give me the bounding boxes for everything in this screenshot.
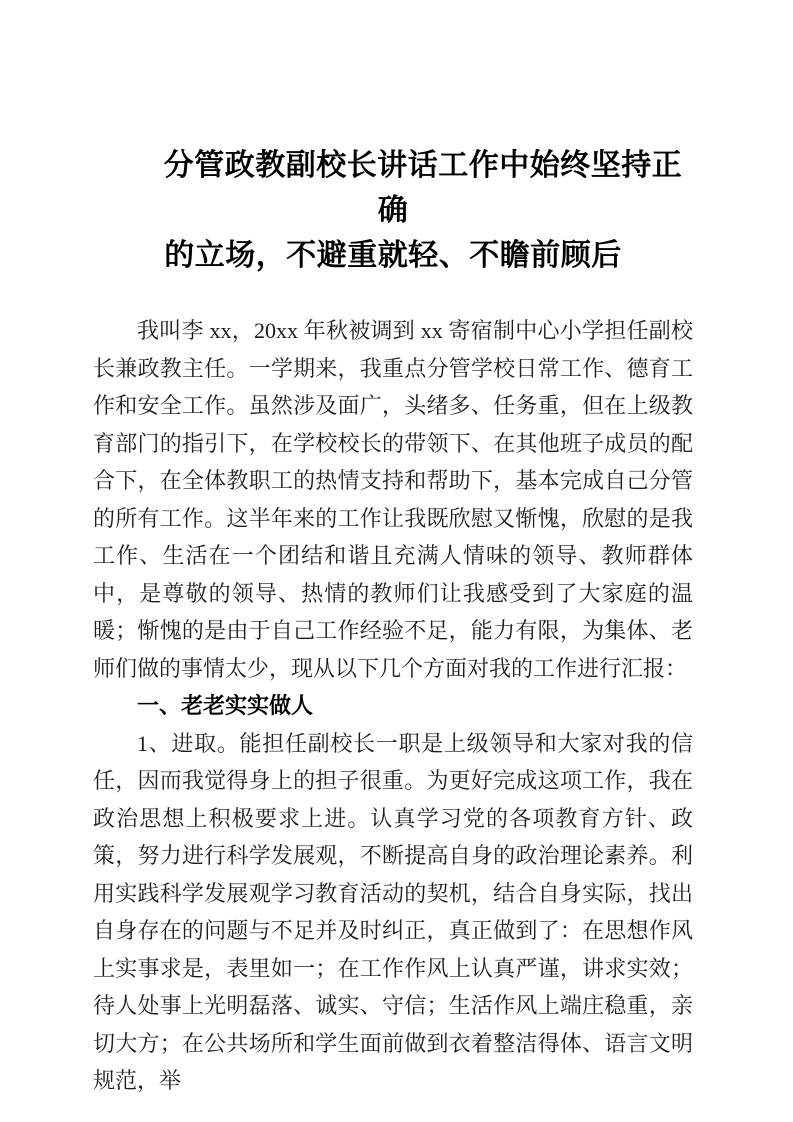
section-heading-1: 一、老老实实做人 xyxy=(137,693,314,718)
paragraph-introduction: 我叫李 xx，20xx 年秋被调到 xx 寄宿制中心小学担任副校长兼政教主任。一学期来，我重点分管学校日常工作、德育工作和安全工作。虽然涉及面广，头绪多、任务重，但在上级教育部门的指引下，在学校校长的带领下、在其他班子成员的配合下，在全体教职工的热情支持和帮助下，基本完成自己分管的所有工作。这半年来的工作让我既欣慰又惭愧，欣慰的是我工作、生活在一个团结和谐且充满人情味的领导、教师群体中，是尊敬的领导、热情的教师们让我感受到了大家庭的温暖；惭愧的是由于自己工作经验不足，能力有限，为集体、老师们做的事情太少，现从以下几个方面对我的工作进行汇报： xyxy=(93,318,693,681)
document-title xyxy=(93,143,693,278)
document-title-line-2: 的立场，不避重就轻、不瞻前顾后 xyxy=(164,239,622,272)
document-title-line-1: 分管政教副校长讲话工作中始终坚持正确 xyxy=(163,149,683,227)
paragraph-section1-item1: 1、进取。能担任副校长一职是上级领导和大家对我的信任，因而我觉得身上的担子很重。为更好完成这项工作，我在政治思想上积极要求上进。认真学习党的各项教育方针、政策，努力进行科学发展观，不断提高自身的政治理论素养。利用实践科学发展观学习教育活动的契机，结合自身实际，找出自身存在的问题与不足并及时纠正，真正做到了：在思想作风上实事求是，表里如一；在工作作风上认真严谨，讲求实效；待人处事上光明磊落、诚实、守信；生活作风上端庄稳重，亲切大方；在公共场所和学生面前做到衣着整洁得体、语言文明规范，举 xyxy=(93,730,693,1093)
